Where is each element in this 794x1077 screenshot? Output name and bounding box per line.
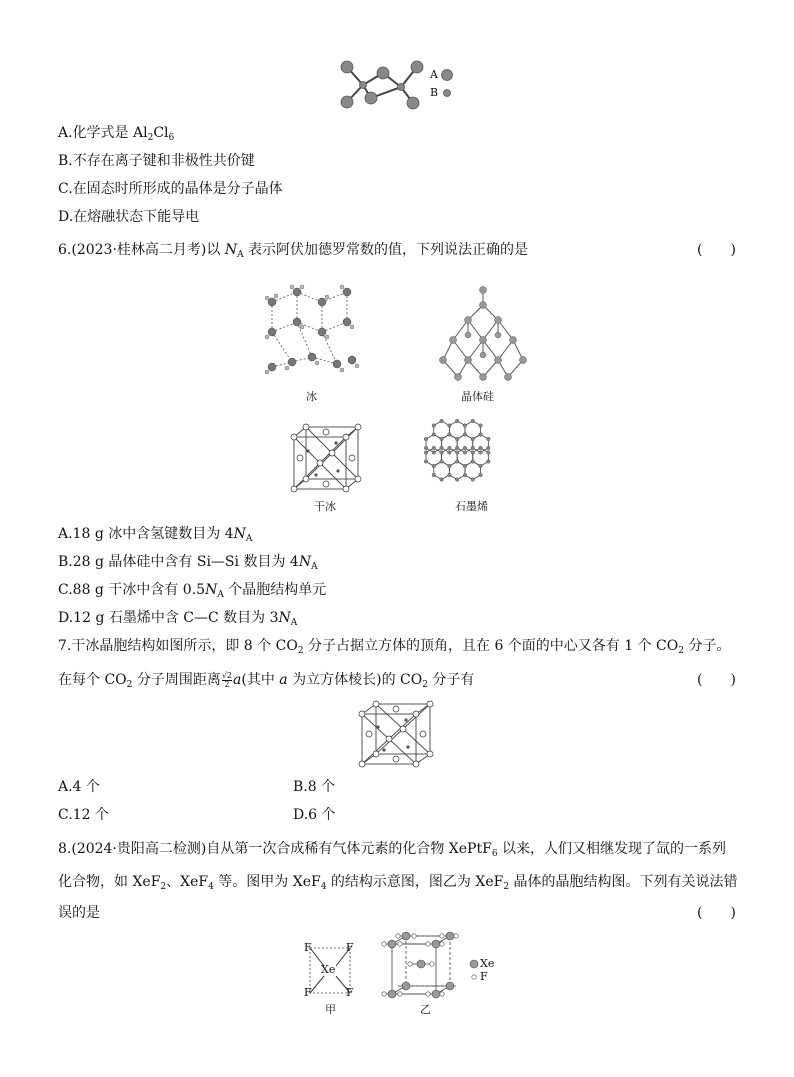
graphene-atom: [440, 460, 444, 464]
q8-stem-line2: 化合物，如 XeF$_2$、XeF$_4$ 等。图甲为 XeF$_4$ 的结构示意图，图乙为 XeF$_2$ 晶体的晶胞结构图。下列有关说法错: [58, 874, 738, 892]
q5-option-c: C.在固态时所形成的晶体是分子晶体: [58, 181, 283, 197]
graphene-atom: [455, 451, 459, 455]
graphene-atom: [448, 446, 452, 450]
graphene-atom: [440, 437, 444, 441]
silicon-caption: 晶体硅: [461, 390, 494, 403]
q6-option-d: D.12 g 石墨烯中含 C—C 数目为 $3N_A$: [58, 610, 298, 628]
legend-xe-label: Xe: [480, 957, 495, 970]
crystal-silicon-figure: [438, 285, 528, 385]
xef4-f-top-right: F: [346, 941, 354, 954]
graphene-atom: [432, 473, 436, 477]
graphene-hexagon: [434, 462, 450, 480]
q8-answer-paren: ( ): [697, 905, 736, 921]
graphene-atom: [487, 451, 491, 455]
graphene-atom: [471, 460, 475, 464]
al2cl6-molecule-figure: [335, 55, 465, 115]
graphene-atom: [463, 464, 467, 468]
q7-option-b: B.8 个: [293, 779, 336, 795]
q6-option-a: A.18 g 冰中含氢键数目为 $4N_A$: [58, 526, 253, 544]
dry-ice-caption: 干冰: [314, 500, 336, 513]
jia-caption: 甲: [325, 1003, 336, 1016]
xef2-cell-figure: [380, 932, 490, 1002]
graphene-hexagon: [449, 462, 465, 480]
graphene-atom: [432, 451, 436, 455]
q6-option-b: B.28 g 晶体硅中含有 Si—Si 数目为 $4N_A$: [58, 554, 318, 572]
graphene-atom: [479, 451, 483, 455]
yi-caption: 乙: [420, 1003, 431, 1016]
graphene-atom: [471, 446, 475, 450]
graphene-atom: [479, 446, 483, 450]
graphene-atom: [455, 419, 459, 423]
graphene-atom: [424, 446, 428, 450]
graphene-atom: [479, 473, 483, 477]
graphene-atom: [448, 473, 452, 477]
graphene-atom: [432, 446, 436, 450]
graphene-atom: [487, 437, 491, 441]
xef4-f-bottom-right: F: [346, 986, 354, 999]
graphene-atom: [440, 478, 444, 482]
sqrt2-over-2-fraction: $\frac{√2}{2}$: [221, 670, 233, 689]
q5-option-a: A.化学式是 $Al_2Cl_6$: [58, 125, 175, 143]
graphene-hexagon: [465, 462, 481, 480]
legend-b-label: B: [430, 86, 439, 99]
graphene-atom: [432, 464, 436, 468]
xef4-f-top-left: F: [304, 941, 312, 954]
q6-stem: 6.(2023·桂林高二月考)以 $N_A$ 表示阿伏加德罗常数的值，下列说法正确的是: [58, 242, 529, 260]
q7-option-d: D.6 个: [293, 807, 336, 823]
q7-stem-line2: 在每个 $CO_2$ 分子周围距离 $\frac{√2}{2}$ a(其中 a 为立方体棱长)的 $CO_2$ 分子有: [58, 670, 475, 690]
graphene-atom: [463, 433, 467, 437]
graphene-atom: [487, 460, 491, 464]
q8-stem-line3: 误的是: [58, 905, 100, 921]
q7-option-c: C.12 个: [58, 807, 109, 823]
legend-a-label: A: [430, 68, 438, 81]
graphene-atom: [479, 433, 483, 437]
graphene-atom: [432, 424, 436, 428]
graphene-atom: [448, 464, 452, 468]
graphene-atom: [463, 424, 467, 428]
graphene-atom: [471, 437, 475, 441]
graphene-atom: [463, 446, 467, 450]
xef4-f-bottom-left: F: [304, 986, 312, 999]
q7-dry-ice-cell-figure: [356, 700, 436, 770]
graphene-atom: [487, 446, 491, 450]
graphene-atom: [448, 424, 452, 428]
graphene-atom: [424, 437, 428, 441]
q7-answer-paren: ( ): [697, 672, 736, 688]
q5-option-d: D.在熔融状态下能导电: [58, 209, 200, 225]
graphene-atom: [424, 451, 428, 455]
ice-structure-figure: [262, 282, 362, 382]
graphene-atom: [455, 460, 459, 464]
graphene-atom: [455, 446, 459, 450]
ice-caption: 冰: [306, 390, 317, 403]
graphene-atom: [479, 424, 483, 428]
q5-option-b: B.不存在离子键和非极性共价键: [58, 153, 255, 169]
dry-ice-cell-figure: [288, 423, 364, 495]
graphene-caption: 石墨烯: [455, 500, 488, 513]
xef4-center-xe: Xe: [321, 963, 336, 976]
graphene-atom: [424, 460, 428, 464]
graphene-atom: [463, 473, 467, 477]
graphene-atom: [440, 419, 444, 423]
graphene-atom: [432, 433, 436, 437]
graphene-atom: [440, 446, 444, 450]
graphene-atom: [471, 451, 475, 455]
q7-option-a: A.4 个: [58, 779, 100, 795]
graphene-figure: [418, 420, 522, 496]
legend-f-label: F: [480, 970, 488, 983]
q7-stem-line1: 7.干冰晶胞结构如图所示，即 8 个 $CO_2$ 分子占据立方体的顶角，且在 6 个面的中心又各有 1 个 $CO_2$ 分子。: [58, 638, 731, 656]
graphene-atom: [448, 433, 452, 437]
graphene-atom: [479, 464, 483, 468]
graphene-atom: [448, 451, 452, 455]
graphene-atom: [455, 437, 459, 441]
graphene-atom: [463, 451, 467, 455]
q6-option-c: C.88 g 干冰中含有 $0.5N_A$ 个晶胞结构单元: [58, 582, 327, 600]
graphene-atom: [471, 478, 475, 482]
graphene-atom: [471, 419, 475, 423]
q8-stem-line1: 8.(2024·贵阳高二检测)自从第一次合成稀有气体元素的化合物 XePtF$_6$ 以来，人们又相继发现了氙的一系列: [58, 841, 727, 859]
q6-answer-paren: ( ): [697, 242, 736, 258]
graphene-atom: [455, 478, 459, 482]
graphene-atom: [440, 451, 444, 455]
